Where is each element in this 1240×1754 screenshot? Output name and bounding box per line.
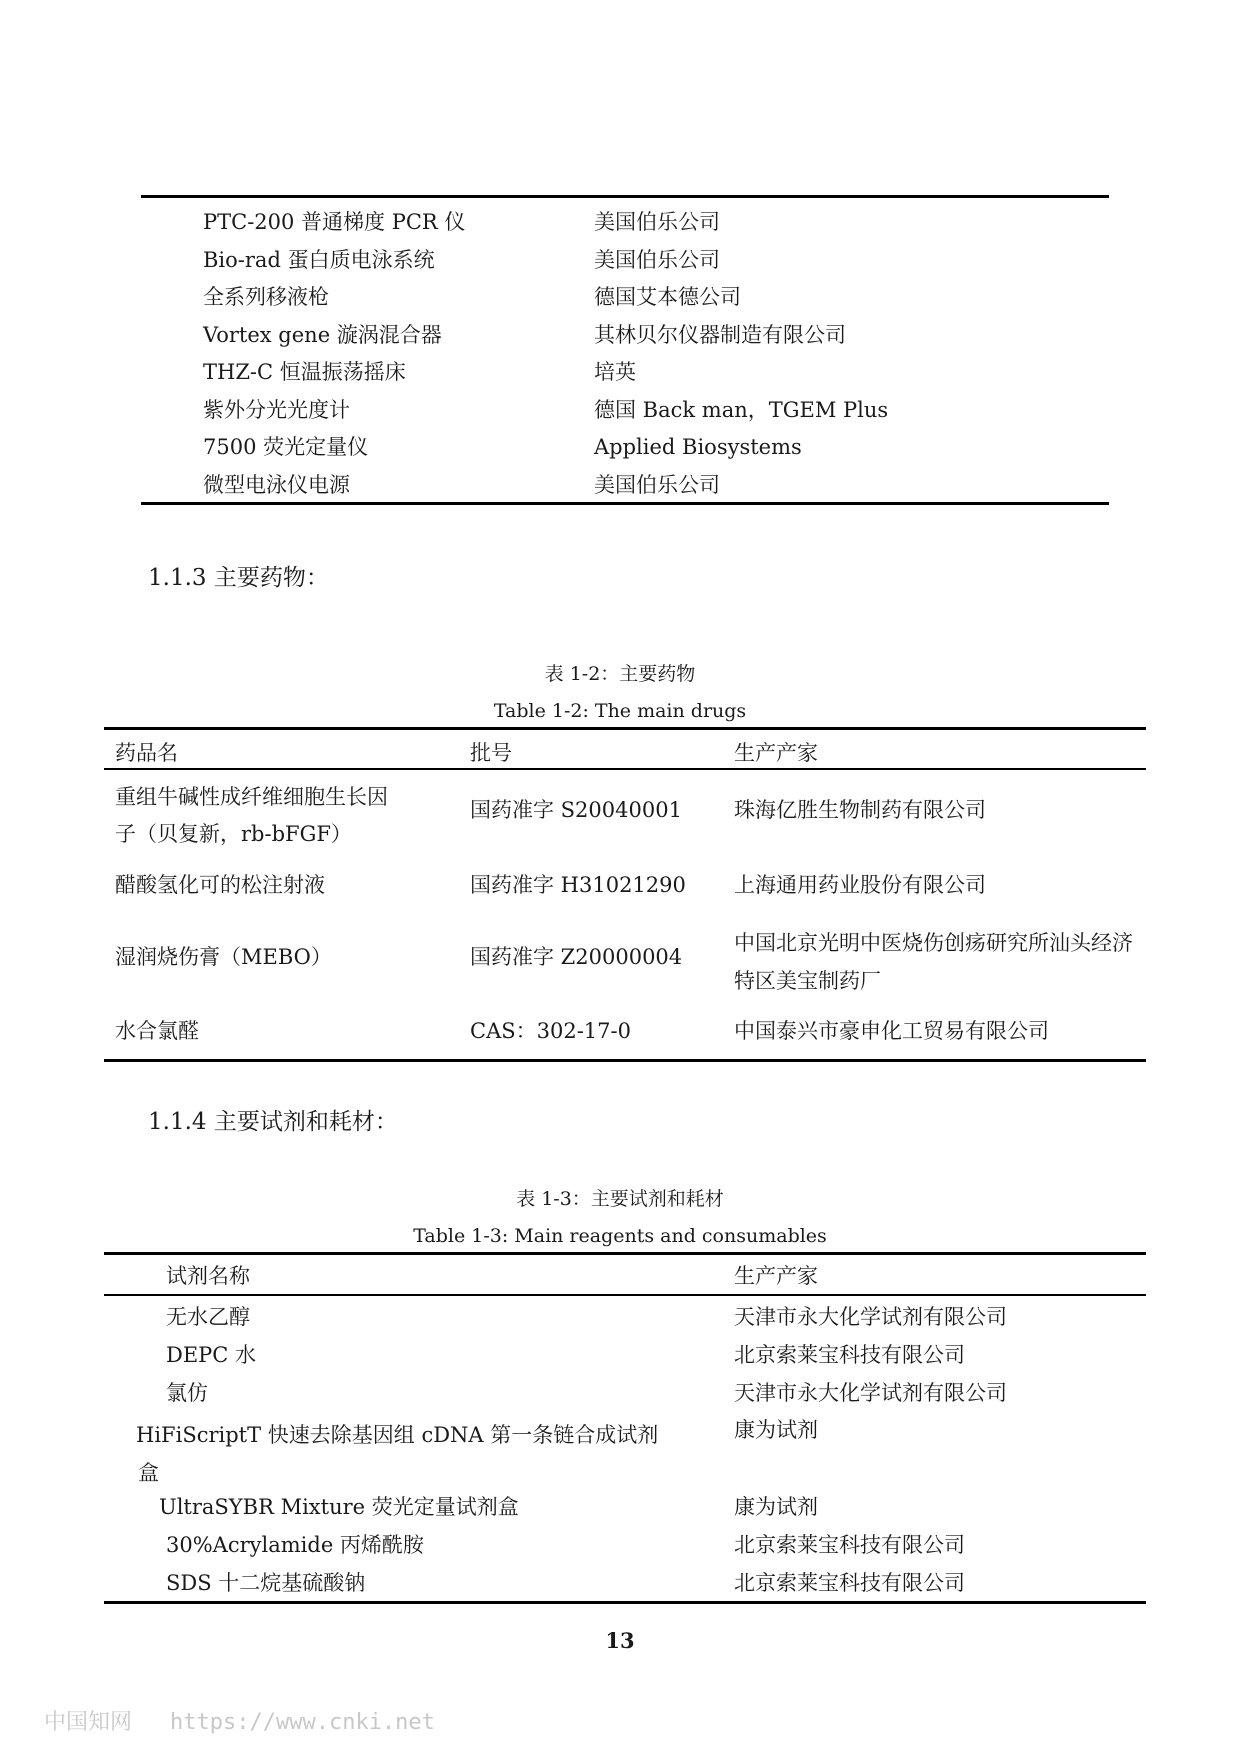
column-header: 试剂名称 [166, 1264, 250, 1288]
reagent-name: 氯仿 [166, 1381, 208, 1405]
drug-name: 醋酸氢化可的松注射液 [115, 873, 325, 897]
equipment-name: 紫外分光光度计 [203, 398, 350, 422]
reagent-maker: 北京索莱宝科技有限公司 [734, 1571, 965, 1595]
reagent-maker: 北京索莱宝科技有限公司 [734, 1533, 965, 1557]
reagent-name: DEPC 水 [166, 1343, 257, 1367]
watermark-site: 中国知网 [44, 1710, 133, 1735]
drug-maker: 珠海亿胜生物制药有限公司 [734, 798, 986, 822]
reagent-maker: 康为试剂 [734, 1495, 818, 1519]
drug-name: 重组牛碱性成纤维细胞生长因子（贝复新，rb-bFGF） [115, 785, 388, 846]
equipment-table-top-rule [141, 195, 1109, 198]
reagent-name: SDS 十二烷基硫酸钠 [166, 1571, 366, 1595]
equipment-name: 全系列移液枪 [203, 285, 329, 309]
equipment-name: Bio-rad 蛋白质电泳系统 [203, 248, 435, 272]
equipment-maker: 美国伯乐公司 [594, 210, 720, 234]
section-heading-drugs: 1.1.3 主要药物： [148, 565, 329, 591]
drug-batch: 国药准字 H31021290 [470, 873, 686, 897]
equipment-maker: 培英 [594, 360, 636, 384]
column-header: 批号 [470, 741, 512, 765]
table-caption-en: Table 1-3: Main reagents and consumables [413, 1225, 827, 1247]
reagent-name: 无水乙醇 [166, 1305, 250, 1329]
reagent-maker: 康为试剂 [734, 1418, 818, 1442]
drug-batch: CAS：302-17-0 [470, 1019, 631, 1043]
drug-name: 水合氯醛 [115, 1019, 199, 1043]
reagent-maker: 北京索莱宝科技有限公司 [734, 1343, 965, 1367]
column-header: 药品名 [115, 741, 178, 765]
equipment-name: 7500 荧光定量仪 [203, 435, 369, 459]
equipment-maker: 美国伯乐公司 [594, 248, 720, 272]
equipment-maker: 德国艾本德公司 [594, 285, 741, 309]
page-number: 13 [605, 1628, 635, 1653]
column-header: 生产产家 [734, 741, 818, 765]
watermark [44, 1705, 473, 1736]
equipment-name: PTC-200 普通梯度 PCR 仪 [203, 210, 466, 234]
reagents-table-bottom-rule [104, 1601, 1146, 1604]
reagents-table-header-rule [104, 1294, 1146, 1296]
equipment-table-bottom-rule [141, 502, 1109, 505]
drugs-table-header-rule [104, 768, 1146, 770]
reagent-maker: 天津市永大化学试剂有限公司 [734, 1305, 1007, 1329]
equipment-name: 微型电泳仪电源 [203, 473, 350, 497]
drug-maker: 中国北京光明中医烧伤创疡研究所汕头经济特区美宝制药厂 [734, 931, 1133, 993]
table-caption-en: Table 1-2: The main drugs [493, 700, 747, 722]
table-caption-cn: 表 1-3：主要试剂和耗材 [516, 1188, 724, 1210]
column-header: 生产产家 [734, 1264, 818, 1288]
equipment-maker: 德国 Back man，TGEM Plus [594, 398, 889, 422]
section-heading-reagents: 1.1.4 主要试剂和耗材： [148, 1109, 398, 1135]
drug-maker: 上海通用药业股份有限公司 [734, 873, 986, 897]
reagents-table-top-rule [104, 1252, 1146, 1255]
watermark-url: https://www.cnki.net [170, 1710, 435, 1735]
drug-maker: 中国泰兴市豪申化工贸易有限公司 [734, 1019, 1049, 1043]
drug-name: 湿润烧伤膏（MEBO） [115, 945, 332, 969]
reagent-name: UltraSYBR Mixture 荧光定量试剂盒 [159, 1495, 519, 1519]
table-caption-cn: 表 1-2：主要药物 [544, 663, 696, 685]
equipment-name: Vortex gene 漩涡混合器 [203, 323, 442, 347]
reagent-maker: 天津市永大化学试剂有限公司 [734, 1381, 1007, 1405]
reagent-name: HiFiScriptT 快速去除基因组 cDNA 第一条链合成试剂盒 [136, 1423, 659, 1485]
drugs-table-top-rule [104, 727, 1146, 730]
drug-batch: 国药准字 S20040001 [470, 798, 682, 822]
equipment-maker: 美国伯乐公司 [594, 473, 720, 497]
equipment-name: THZ-C 恒温振荡摇床 [203, 360, 406, 384]
reagent-name: 30%Acrylamide 丙烯酰胺 [166, 1533, 424, 1557]
drug-batch: 国药准字 Z20000004 [470, 945, 683, 969]
drugs-table-bottom-rule [104, 1059, 1146, 1062]
equipment-maker: Applied Biosystems [594, 435, 802, 459]
equipment-maker: 其林贝尔仪器制造有限公司 [594, 323, 846, 347]
